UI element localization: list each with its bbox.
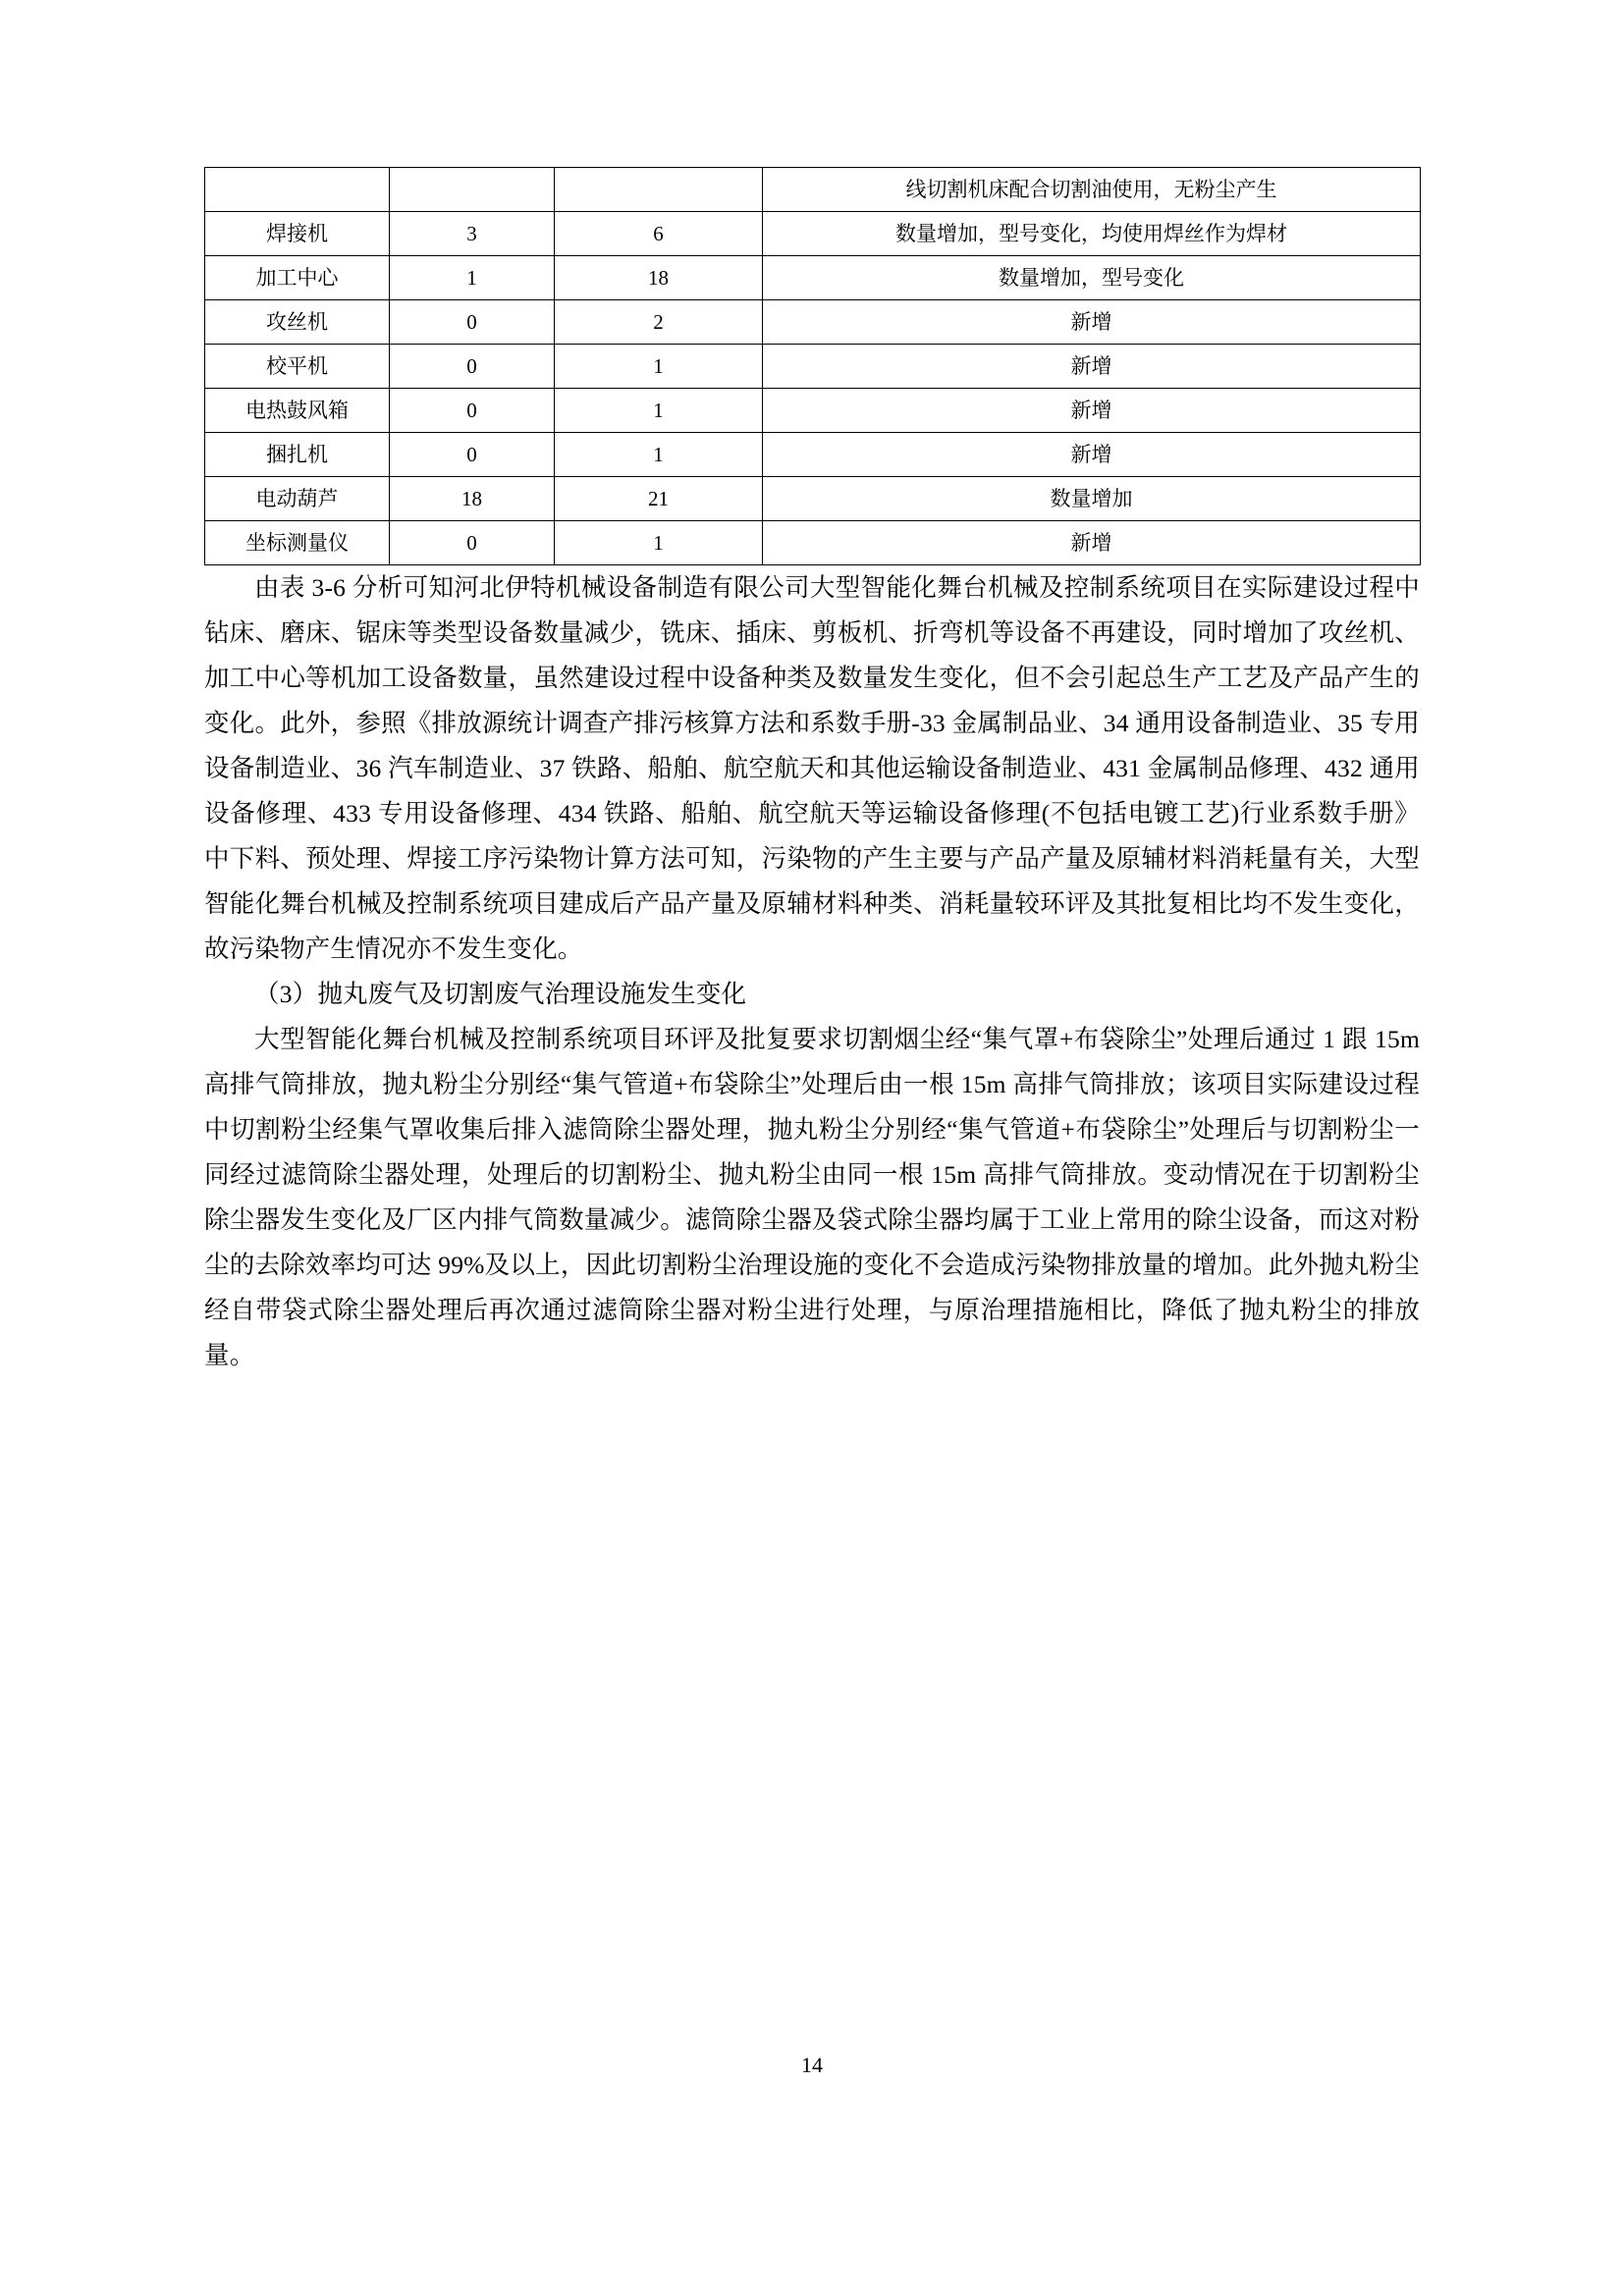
cell-after: 2 [555, 300, 763, 345]
cell-remark: 数量增加 [763, 477, 1421, 521]
paragraph-analysis: 由表 3-6 分析可知河北伊特机械设备制造有限公司大型智能化舞台机械及控制系统项目在实际建设过程中钻床、磨床、锯床等类型设备数量减少，铣床、插床、剪板机、折弯机等设备不再建设，同时增加了攻丝机、加工中心等机加工设备数量，虽然建设过程中设备种类及数量发生变化，但不会引起总生产工艺及产品产生的变化。此外，参照《排放源统计调查产排污核算方法和系数手册-33 金属制品业、34 通用设备制造业、35 专用设备制造业、36 汽车制造业、37 铁路、船舶、航空航天和其他运输设备制造业、431 金属制品修理、432 通用设备修理、433 专用设备修理、434 铁路、船舶、航空航天等运输设备修理(不包括电镀工艺)行业系数手册》中下料、预处理、焊接工序污染物计算方法可知，污染物的产生主要与产品产量及原辅材料消耗量有关，大型智能化舞台机械及控制系统项目建成后产品产量及原辅材料种类、消耗量较环评及其批复相比均不发生变化，故污染物产生情况亦不发生变化。 [204, 573, 1420, 963]
cell-after: 1 [555, 433, 763, 477]
table-row [205, 300, 1421, 345]
table-row [205, 168, 1421, 212]
cell-name: 攻丝机 [205, 300, 390, 345]
paragraph-dust-treatment: 大型智能化舞台机械及控制系统项目环评及批复要求切割烟尘经“集气罩+布袋除尘”处理后通过 1 跟 15m 高排气筒排放，抛丸粉尘分别经“集气管道+布袋除尘”处理后由一根 15m 高排气筒排放；该项目实际建设过程中切割粉尘经集气罩收集后排入滤筒除尘器处理，抛丸粉尘分别经“集气管道+布袋除尘”处理后与切割粉尘一同经过滤筒除尘器处理，处理后的切割粉尘、抛丸粉尘由同一根 15m 高排气筒排放。变动情况在于切割粉尘除尘器发生变化及厂区内排气筒数量减少。滤筒除尘器及袋式除尘器均属于工业上常用的除尘设备，而这对粉尘的去除效率均可达 99%及以上，因此切割粉尘治理设施的变化不会造成污染物排放量的增加。此外抛丸粉尘经自带袋式除尘器处理后再次通过滤筒除尘器对粉尘进行处理，与原治理措施相比，降低了抛丸粉尘的排放量。 [204, 1025, 1420, 1369]
cell-before: 3 [390, 212, 555, 256]
cell-name: 焊接机 [205, 212, 390, 256]
cell-remark: 新增 [763, 300, 1421, 345]
cell-before: 0 [390, 345, 555, 389]
cell-after: 1 [555, 521, 763, 565]
cell-before: 0 [390, 300, 555, 345]
page-content [204, 167, 1420, 1378]
cell-remark: 新增 [763, 521, 1421, 565]
cell-name: 电动葫芦 [205, 477, 390, 521]
paragraph-heading-3: （3）抛丸废气及切割废气治理设施发生变化 [254, 980, 747, 1008]
cell-after: 1 [555, 389, 763, 433]
cell-before: 0 [390, 521, 555, 565]
cell-before: 0 [390, 433, 555, 477]
cell-remark: 新增 [763, 389, 1421, 433]
page-number: 14 [801, 2053, 823, 2077]
cell-after: 18 [555, 256, 763, 300]
cell-remark: 线切割机床配合切割油使用，无粉尘产生 [763, 168, 1421, 212]
cell-name: 捆扎机 [205, 433, 390, 477]
cell-before: 18 [390, 477, 555, 521]
table-row [205, 345, 1421, 389]
cell-remark: 数量增加，型号变化，均使用焊丝作为焊材 [763, 212, 1421, 256]
table-row [205, 477, 1421, 521]
table-row [205, 521, 1421, 565]
cell-name: 坐标测量仪 [205, 521, 390, 565]
cell-remark: 数量增加，型号变化 [763, 256, 1421, 300]
table-row [205, 433, 1421, 477]
cell-before: 1 [390, 256, 555, 300]
cell-after: 21 [555, 477, 763, 521]
cell-before [390, 168, 555, 212]
cell-before: 0 [390, 389, 555, 433]
cell-after: 1 [555, 345, 763, 389]
cell-name [205, 168, 390, 212]
cell-remark: 新增 [763, 345, 1421, 389]
table-row [205, 212, 1421, 256]
equipment-comparison-table [204, 167, 1421, 565]
cell-name: 校平机 [205, 345, 390, 389]
table-body [205, 168, 1421, 565]
cell-after: 6 [555, 212, 763, 256]
table-row [205, 256, 1421, 300]
table-row [205, 389, 1421, 433]
cell-remark: 新增 [763, 433, 1421, 477]
cell-after [555, 168, 763, 212]
cell-name: 电热鼓风箱 [205, 389, 390, 433]
cell-name: 加工中心 [205, 256, 390, 300]
